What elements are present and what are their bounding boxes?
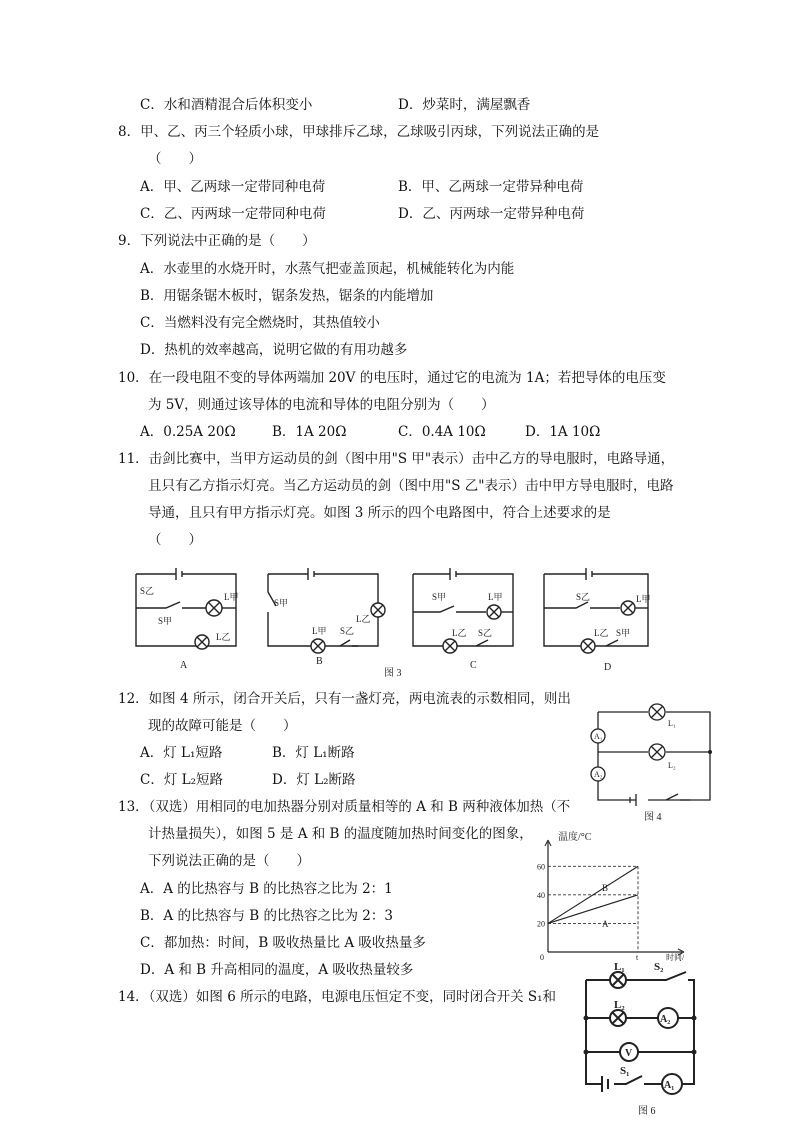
- label-l-jia: L甲: [488, 592, 503, 602]
- figure-4-caption: 图 4: [644, 812, 662, 823]
- lamp-l1-label: L₁: [614, 961, 625, 973]
- q11-stem-line2: 且只有乙方指示灯亮。当乙方运动员的剑（图中用"S 乙"表示）击中甲方导电服时，电路: [148, 478, 674, 494]
- q13-stem-line3: 下列说法正确的是（ ）: [148, 853, 310, 869]
- q12-stem-line1: 12．如图 4 所示，闭合开关后，只有一盏灯亮，两电流表的示数相同，则出: [118, 691, 571, 707]
- q8-option-a: A．甲、乙两球一定带同种电荷: [140, 179, 326, 195]
- ammeter-a1-label: A₁: [594, 732, 603, 741]
- circuit-label-d: D: [604, 662, 612, 673]
- figure-3-caption: 图 3: [384, 668, 402, 679]
- series-line-A: [548, 895, 638, 924]
- q12-stem-line2: 现的故障可能是（ ）: [148, 718, 297, 734]
- series-label-A: A: [602, 919, 609, 930]
- q9-option-d: D．热机的效率越高，说明它做的有用功越多: [140, 342, 408, 358]
- circuit-d: [544, 568, 648, 653]
- lamp-l1-label: L₁: [668, 719, 676, 728]
- x-tick-t: t: [636, 953, 639, 962]
- q9-option-a: A．水壶里的水烧开时，水蒸气把壶盖顶起，机械能转化为内能: [140, 261, 515, 277]
- q13-stem-line1: 13．（双选）用相同的电加热器分别对质量相等的 A 和 B 两种液体加热（不: [118, 799, 571, 815]
- q10-option-a: A．0.25A 20Ω: [140, 424, 236, 440]
- x-tick-0: 0: [540, 953, 544, 962]
- q12-option-b: B．灯 L₁断路: [272, 745, 355, 761]
- q10-option-c: C．0.4A 10Ω: [398, 424, 486, 440]
- label-s-jia: S甲: [432, 592, 447, 602]
- switch-s1-label: S₁: [620, 1065, 630, 1077]
- q10-stem-line2: 为 5V，则通过该导体的电流和导体的电阻分别为（ ）: [148, 397, 495, 413]
- q12-option-a: A．灯 L₁短路: [140, 745, 223, 761]
- q8-option-c: C．乙、丙两球一定带同种电荷: [140, 206, 326, 222]
- label-s-yi: S乙: [140, 586, 155, 596]
- q8-option-d: D．乙、丙两球一定带异种电荷: [398, 206, 585, 222]
- ammeter-a1-label: A₁: [664, 1080, 675, 1091]
- circuit-c: [413, 568, 513, 653]
- circuit-label-b: B: [316, 656, 323, 667]
- q10-stem-line1: 10．在一段电阻不变的导体两端加 20V 的电压时，通过它的电流为 1A；若把导体的电压变: [118, 370, 666, 386]
- q9-option-c: C．当燃料没有完全燃烧时，其热值较小: [140, 315, 380, 331]
- x-axis-label: 时间/: [666, 953, 685, 962]
- label-l-yi: L乙: [594, 628, 609, 638]
- y-tick-60: 60: [537, 862, 545, 872]
- voltmeter-label: V: [625, 1048, 633, 1059]
- q11-stem-line1: 11．击剑比赛中，当甲方运动员的剑（图中用"S 甲"表示）击中乙方的导电服时，电路导通，: [118, 451, 675, 467]
- figure-3-circuits: [128, 562, 651, 679]
- label-l-yi: L乙: [356, 614, 371, 624]
- q12-option-c: C．灯 L₂短路: [140, 772, 223, 788]
- q7-option-d: D．炒菜时，满屋飘香: [398, 97, 531, 113]
- q13-option-b: B．A 的比热容与 B 的比热容之比为 2：3: [140, 908, 393, 924]
- q8-answer-paren: （ ）: [148, 151, 202, 167]
- lamp-l2-label: L₂: [668, 761, 676, 770]
- figure-6-caption: 图 6: [638, 1106, 656, 1117]
- label-l-jia: L甲: [636, 594, 651, 604]
- q13-option-a: A．A 的比热容与 B 的比热容之比为 2：1: [140, 881, 393, 897]
- figure-5-chart: [526, 826, 694, 960]
- circuit-label-a: A: [180, 660, 188, 671]
- label-s-jia: S甲: [274, 598, 289, 608]
- ammeter-a2-label: A₂: [594, 770, 603, 779]
- label-l-jia: L甲: [312, 626, 327, 636]
- label-l-jia: L甲: [224, 592, 239, 602]
- label-l-yi: L乙: [452, 628, 467, 638]
- q7-option-c: C．水和酒精混合后体积变小: [140, 97, 313, 113]
- q12-option-d: D．灯 L₂断路: [272, 772, 356, 788]
- q10-option-d: D．1A 10Ω: [525, 424, 601, 440]
- q8-stem: 8．甲、乙、丙三个轻质小球，甲球排斥乙球，乙球吸引丙球，下列说法正确的是: [118, 124, 600, 140]
- ammeter-a2-label: A₂: [660, 1014, 671, 1025]
- circuit-b: [268, 568, 385, 653]
- lamp-l2-label: L₂: [614, 999, 625, 1011]
- label-s-jia: S甲: [158, 616, 173, 626]
- label-s-yi: S乙: [576, 592, 591, 602]
- q10-option-b: B．1A 20Ω: [272, 424, 347, 440]
- label-l-yi: L乙: [216, 632, 231, 642]
- figure-4-circuit: [586, 700, 716, 824]
- label-s-yi: S乙: [478, 628, 493, 638]
- q11-stem-line3: 导通，且只有甲方指示灯亮。如图 3 所示的四个电路图中，符合上述要求的是: [148, 505, 611, 521]
- q14-stem: 14．（双选）如图 6 所示的电路，电源电压恒定不变，同时闭合开关 S₁和: [118, 989, 557, 1005]
- q9-option-b: B．用锯条锯木板时，锯条发热，锯条的内能增加: [140, 288, 434, 304]
- q11-answer-paren: （ ）: [148, 532, 202, 548]
- switch-s2-label: S₂: [654, 961, 664, 973]
- circuit-label-c: C: [470, 660, 477, 671]
- label-s-jia: S甲: [616, 628, 631, 638]
- q13-option-d: D．A 和 B 升高相同的温度，A 吸收热量较多: [140, 962, 414, 978]
- q13-stem-line2: 计热量损失），如图 5 是 A 和 B 的温度随加热时间变化的图象，: [148, 826, 533, 842]
- q9-stem: 9．下列说法中正确的是（ ）: [118, 233, 316, 249]
- q13-option-c: C．都加热：时间，B 吸收热量比 A 吸收热量多: [140, 935, 426, 951]
- y-tick-40: 40: [537, 890, 545, 900]
- y-axis-label: 温度/°C: [558, 832, 592, 843]
- q8-option-b: B．甲、乙两球一定带异种电荷: [398, 179, 584, 195]
- y-tick-20: 20: [537, 919, 545, 929]
- series-label-B: B: [602, 882, 609, 893]
- label-s-yi: S乙: [340, 626, 355, 636]
- figure-6-circuit: [576, 952, 702, 1118]
